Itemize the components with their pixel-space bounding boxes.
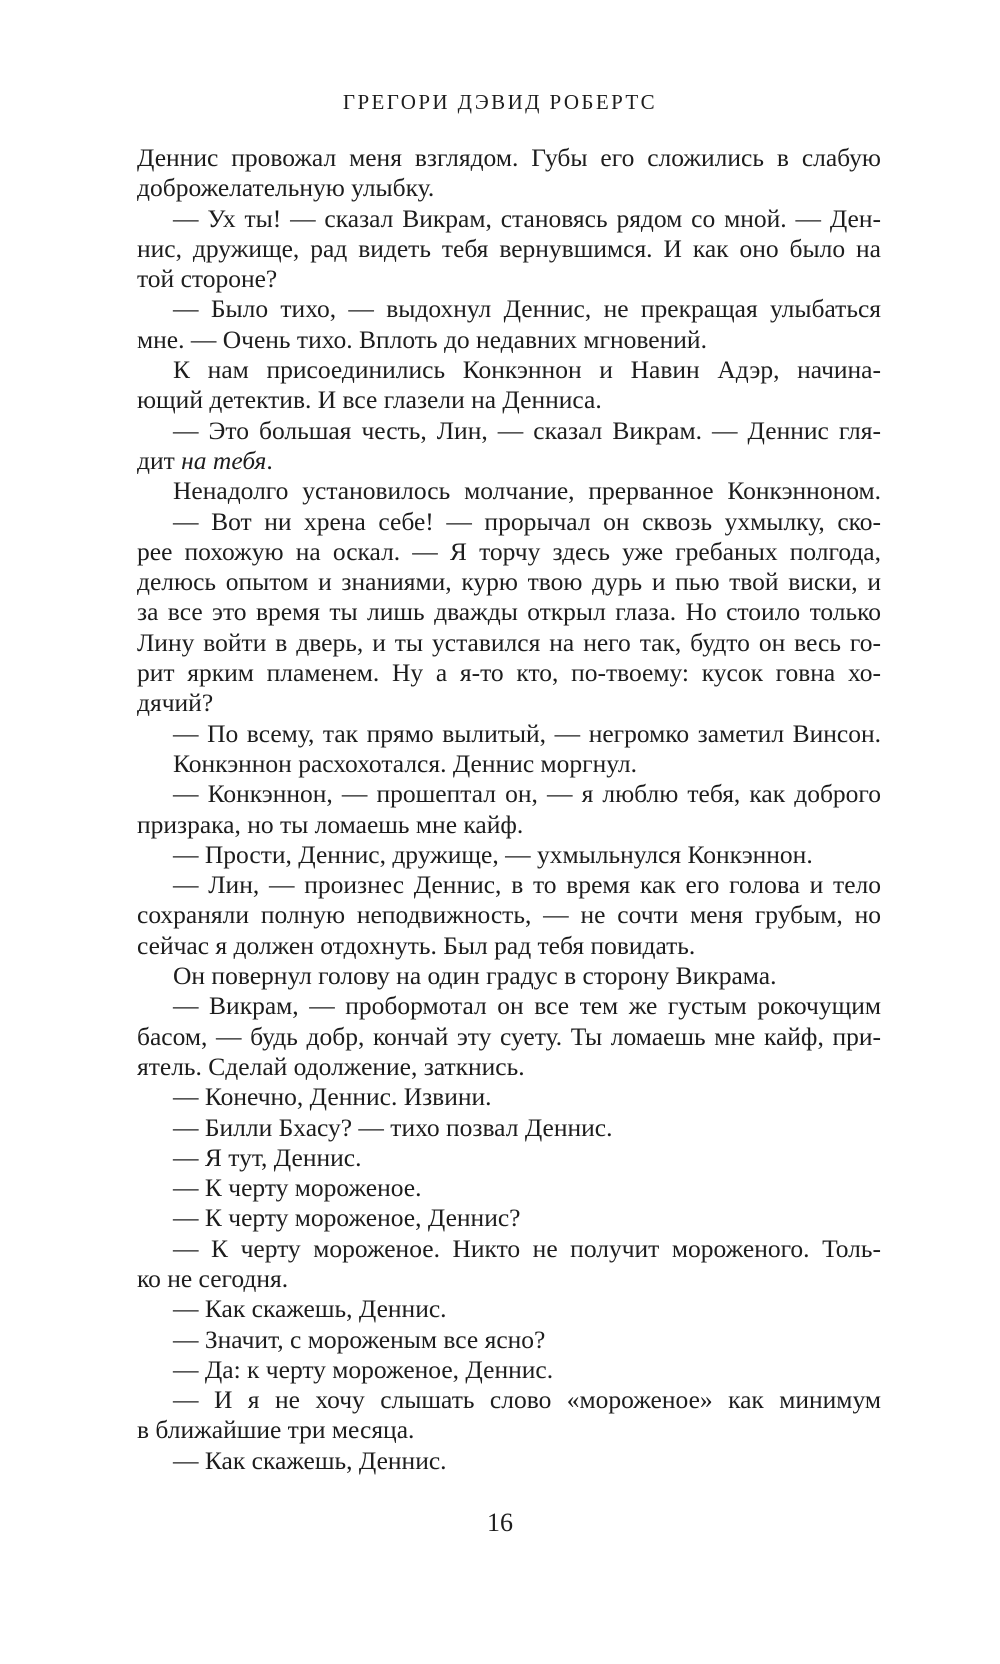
text-line: К нам присоединились Конкэннон и Навин Адэр, начина-	[173, 355, 881, 385]
text-line: басом, — будь добр, кончай эту суету. Ты ломаешь мне кайф, при-	[137, 1021, 881, 1051]
text-line: делюсь опытом и знаниями, курю твою дурь и пью твой виски, и	[137, 567, 881, 597]
text-line: ятель. Сделай одолжение, заткнись.	[137, 1051, 525, 1081]
text-line: — К черту мороженое, Деннис?	[173, 1203, 521, 1233]
text-line: Конкэннон расхохотался. Деннис моргнул.	[173, 748, 637, 778]
text-line: Ненадолго установилось молчание, прерванное Конкэнноном.	[173, 476, 881, 506]
text-line: — К черту мороженое.	[173, 1173, 422, 1203]
text-line: той стороне?	[137, 264, 278, 294]
text-line: ко не сегодня.	[137, 1263, 289, 1293]
text-line: призрака, но ты ломаешь мне кайф.	[137, 809, 524, 839]
text-line: — К черту мороженое. Никто не получит мороженого. Толь-	[173, 1233, 881, 1263]
text-line: — Конкэннон, — прошептал он, — я люблю тебя, как доброго	[173, 779, 881, 809]
text-line: Он повернул голову на один градус в сторону Викрама.	[173, 961, 777, 991]
text-line: — Вот ни хрена себе! — прорычал он сквозь ухмылку, ско-	[173, 506, 881, 536]
text-line: рит ярким пламенем. Ну а я-то кто, по-твоему: кусок говна хо-	[137, 658, 881, 688]
text-line: — И я не хочу слышать слово «мороженое» как минимум	[173, 1385, 881, 1415]
text-line: — Лин, — произнес Деннис, в то время как его голова и тело	[173, 870, 881, 900]
text-line: за все это время ты лишь дважды открыл глаза. Но стоило только	[137, 597, 881, 627]
text-line: доброжелательную улыбку.	[137, 173, 435, 203]
page-number: 16	[487, 1508, 513, 1537]
text-line: — Викрам, — пробормотал он все тем же густым рокочущим	[173, 991, 881, 1021]
text-line: дячий?	[137, 688, 214, 718]
text-line: — Ух ты! — сказал Викрам, становясь рядом со мной. — Ден-	[173, 203, 881, 233]
running-head: ГРЕГОРИ ДЭВИД РОБЕРТС	[342, 90, 658, 114]
text-line: сохраняли полную неподвижность, — не сочти меня грубым, но	[137, 900, 881, 930]
body-text	[137, 143, 881, 1476]
text-line: ющий детектив. И все глазели на Денниса.	[137, 385, 602, 415]
text-line: в ближайшие три месяца.	[137, 1415, 415, 1445]
text-line: рее похожую на оскал. — Я торчу здесь уже гребаных полгода,	[137, 536, 881, 566]
emphasis: на тебя	[181, 445, 267, 475]
text-line: нис, дружище, рад видеть тебя вернувшимся. И как оно было на	[137, 233, 881, 263]
text-line: — Я тут, Деннис.	[173, 1142, 362, 1172]
text-line: — Да: к черту мороженое, Деннис.	[173, 1354, 554, 1384]
text-line: сейчас я должен отдохнуть. Был рад тебя повидать.	[137, 930, 696, 960]
text-line: — Конечно, Деннис. Извини.	[173, 1082, 492, 1112]
text-line: Деннис провожал меня взглядом. Губы его сложились в слабую	[137, 143, 881, 172]
text-line: Лину войти в дверь, и ты уставился на него так, будто он весь го-	[137, 627, 881, 657]
text-line: — Как скажешь, Деннис.	[173, 1445, 447, 1475]
text-line: — Прости, Деннис, дружище, — ухмыльнулся Конкэннон.	[173, 839, 813, 869]
text-line: — Это большая честь, Лин, — сказал Викрам. — Деннис гля-	[173, 415, 881, 445]
text-line: — Билли Бхасу? — тихо позвал Деннис.	[173, 1112, 613, 1142]
text-line: — По всему, так прямо вылитый, — негромко заметил Винсон.	[173, 718, 881, 748]
text-line: — Как скажешь, Деннис.	[173, 1294, 447, 1324]
text-line: — Было тихо, — выдохнул Деннис, не прекращая улыбаться	[173, 294, 881, 324]
text-line: мне. — Очень тихо. Вплоть до недавних мгновений.	[137, 324, 707, 354]
text-line: дит на тебя.	[137, 445, 273, 475]
text-line: — Значит, с мороженым все ясно?	[173, 1324, 546, 1354]
